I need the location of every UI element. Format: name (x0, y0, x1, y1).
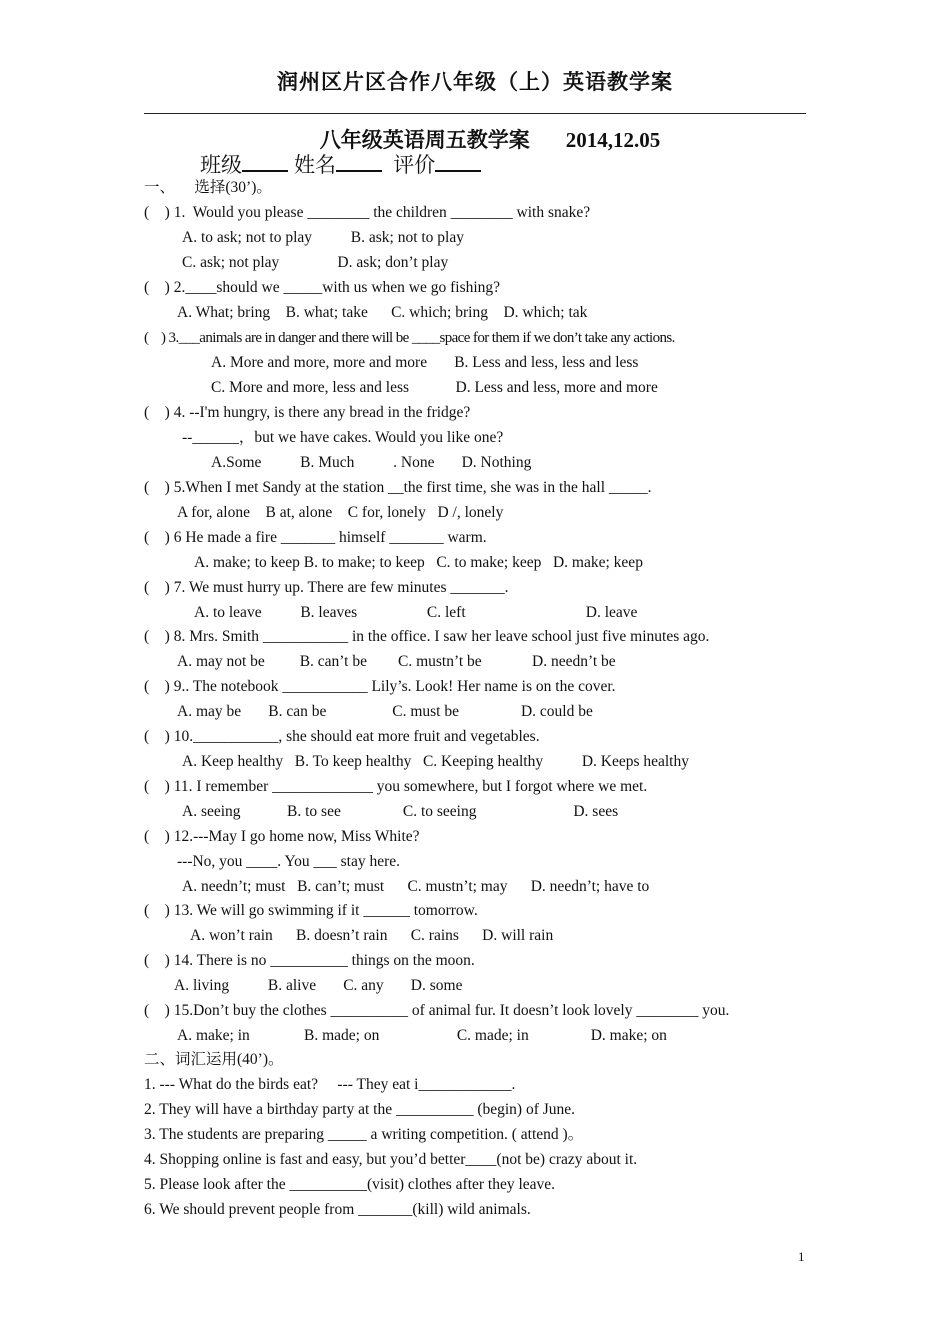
text-line: ( ) 2.____should we _____with us when we go fishing? (144, 279, 501, 296)
header-rule (144, 113, 806, 114)
text-line: ( ) 7. We must hurry up. There are few minutes _______. (144, 579, 509, 596)
title-date: 2014,12.05 (565, 128, 661, 152)
text-line: A. More and more, more and more B. Less and less, less and less (211, 354, 639, 371)
text-line: 2. They will have a birthday party at the __________ (begin) of June. (144, 1101, 576, 1118)
text-line: ( ) 5.When I met Sandy at the station __the first time, she was in the hall _____. (144, 479, 652, 496)
text-line: ( ) 9.. The notebook ___________ Lily’s. Look! Her name is on the cover. (144, 678, 616, 695)
text-line: A. needn’t; must B. can’t; must C. mustn’t; may D. needn’t; have to (182, 878, 650, 895)
text-line: A for, alone B at, alone C for, lonely D /, lonely (177, 504, 504, 521)
text-line: 3. The students are preparing _____ a writing competition. ( attend )。 (144, 1126, 584, 1143)
text-line: A. Keep healthy B. To keep healthy C. Keeping healthy D. Keeps healthy (182, 753, 689, 770)
text-line: A. to ask; not to play B. ask; not to play (182, 229, 464, 246)
text-line: ( ) 13. We will go swimming if it ______ tomorrow. (144, 902, 478, 919)
text-line: ( ) 10.___________, she should eat more fruit and vegetables. (144, 728, 540, 745)
text-line: A. seeing B. to see C. to seeing D. sees (182, 803, 619, 820)
text-line: A. won’t rain B. doesn’t rain C. rains D. will rain (190, 927, 554, 944)
name-label: 姓名 (294, 153, 336, 177)
page-number: 1 (798, 1249, 805, 1264)
class-blank[interactable] (242, 152, 288, 172)
text-line: 一、 选择(30’)。 (144, 179, 272, 196)
text-line: ( ) 8. Mrs. Smith ___________ in the office. I saw her leave school just five minutes ago. (144, 628, 710, 645)
text-line: ( ) 11. I remember _____________ you somewhere, but I forgot where we met. (144, 778, 648, 795)
eval-blank[interactable] (435, 152, 481, 172)
text-line: A. make; in B. made; on C. made; in D. make; on (177, 1027, 667, 1044)
text-line: ( ) 14. There is no __________ things on the moon. (144, 952, 475, 969)
text-line: A. to leave B. leaves C. left D. leave (194, 604, 638, 621)
text-line: C. More and more, less and less D. Less and less, more and more (211, 379, 658, 396)
text-line: ---No, you ____. You ___ stay here. (177, 853, 401, 870)
text-line: A.Some B. Much . None D. Nothing (211, 454, 532, 471)
text-line: 二、词汇运用(40’)。 (144, 1051, 284, 1068)
text-line: 6. We should prevent people from _______(kill) wild animals. (144, 1201, 531, 1218)
text-line: A. living B. alive C. any D. some (174, 977, 463, 994)
text-line: ( ) 12.---May I go home now, Miss White? (144, 828, 420, 845)
text-line: A. What; bring B. what; take C. which; bring D. which; tak (177, 304, 588, 321)
name-blank[interactable] (336, 152, 382, 172)
text-line: A. may not be B. can’t be C. mustn’t be D. needn’t be (177, 653, 616, 670)
text-line: ( ) 6 He made a fire _______ himself _______ warm. (144, 529, 487, 546)
student-info-row (200, 149, 487, 179)
title-text: 八年级英语周五教学案 (319, 128, 530, 152)
eval-label: 评价 (393, 153, 436, 177)
text-line: 1. --- What do the birds eat? --- They eat i____________. (144, 1076, 516, 1093)
text-line: ( ) 4. --I'm hungry, is there any bread in the fridge? (144, 404, 471, 421)
text-line: ( ) 3.___animals are in danger and there will be ____space for them if we don’t take any actions. (144, 330, 675, 346)
page-header: 润州区片区合作八年级（上）英语教学案 (277, 70, 673, 94)
text-line: --______，but we have cakes. Would you like one? (182, 429, 504, 446)
text-line: C. ask; not play D. ask; don’t play (182, 254, 449, 271)
text-line: A. make; to keep B. to make; to keep C. to make; keep D. make; keep (194, 554, 643, 571)
text-line: 4. Shopping online is fast and easy, but you’d better____(not be) crazy about it. (144, 1151, 638, 1168)
class-label: 班级 (200, 153, 242, 177)
text-line: ( ) 15.Don’t buy the clothes __________ of animal fur. It doesn’t look lovely ________ you. (144, 1002, 730, 1019)
text-line: A. may be B. can be C. must be D. could be (177, 703, 593, 720)
text-line: 5. Please look after the __________(visit) clothes after they leave. (144, 1176, 556, 1193)
text-line: ( ) 1. Would you please ________ the children ________ with snake? (144, 204, 591, 221)
